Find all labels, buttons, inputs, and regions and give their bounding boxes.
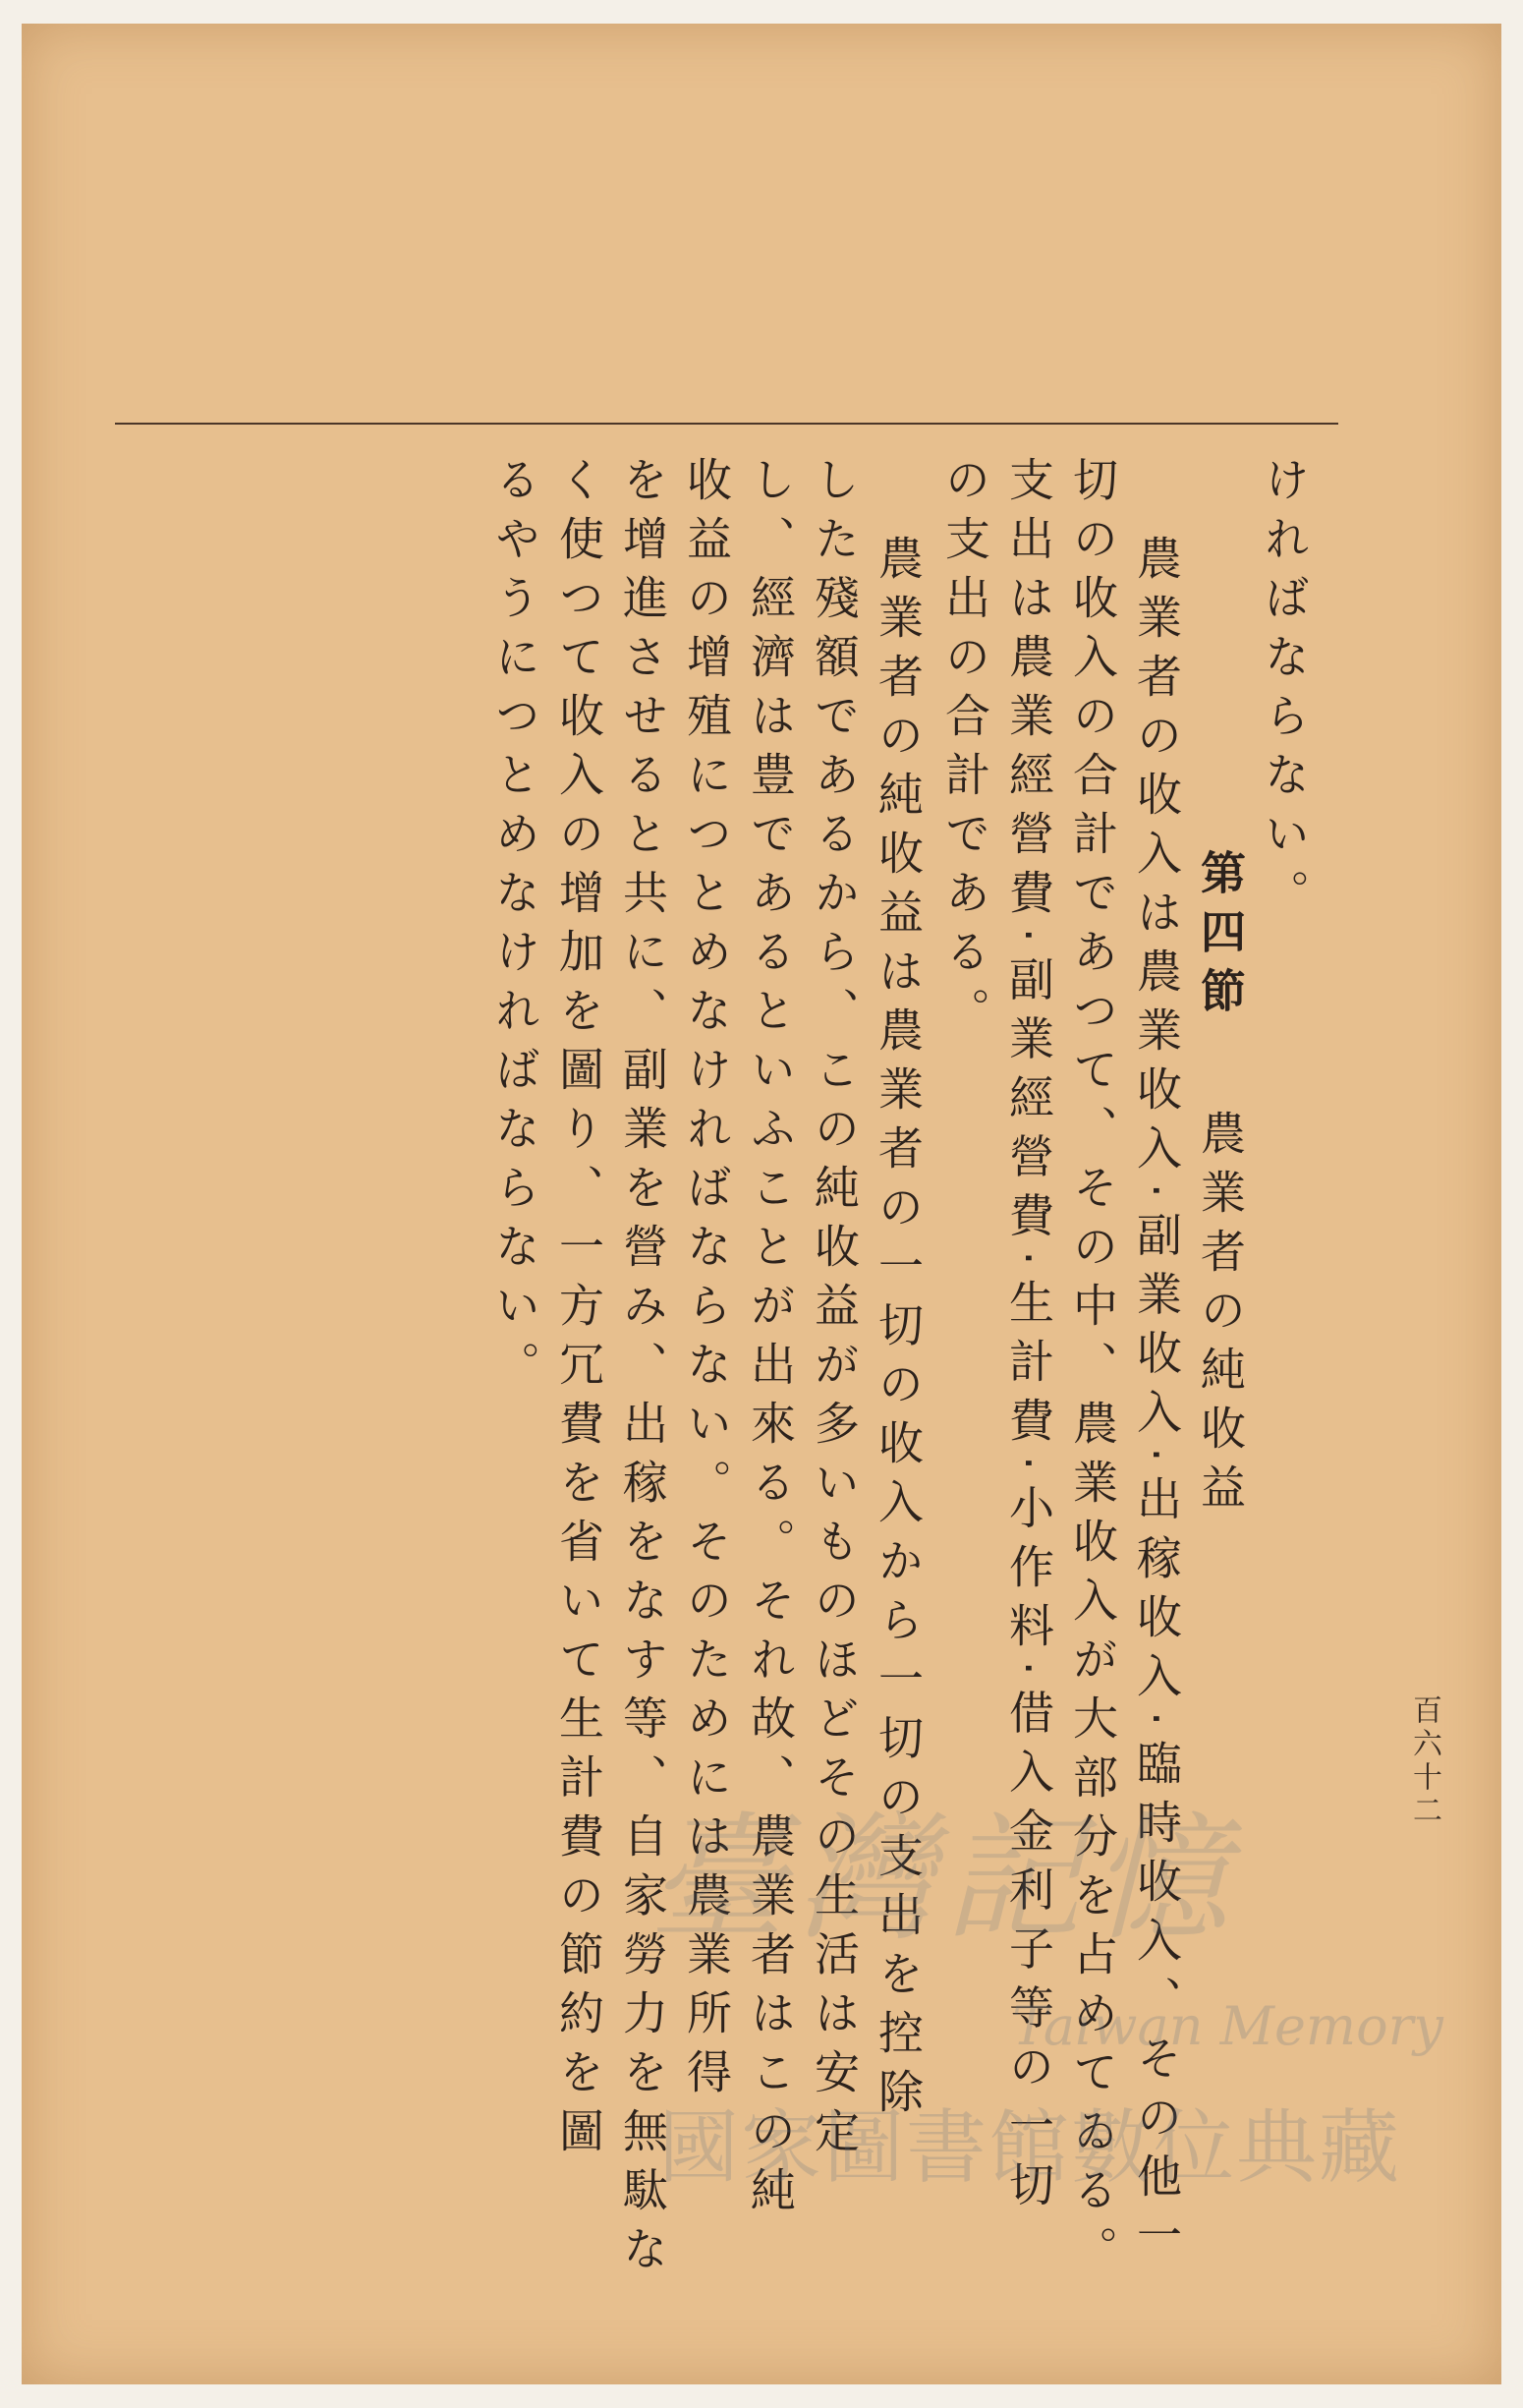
text-column-3: 切の收入の合計であつて、その中、農業收入が大部分を占めてゐる。: [1066, 456, 1119, 2284]
watermark-subtitle: 國家圖書館數位典藏: [658, 2101, 1402, 2195]
text-column-6: 農業者の純收益は農業者の一切の收入から一切の支出を控除: [872, 535, 925, 2127]
text-column-9: 收益の增殖につとめなければならない。そのためには農業所得: [680, 456, 733, 2107]
text-column-10: を增進させると共に、副業を營み、出稼をなす等、自家勞力を無駄な: [616, 456, 669, 2284]
text-column-5: の支出の合計である。: [938, 456, 991, 1046]
book-page: [22, 24, 1501, 2384]
section-number: 第四節: [1194, 849, 1247, 1026]
text-column-2: 農業者の收入は農業收入·副業收入·出稼收入·臨時收入、その他一: [1130, 535, 1183, 2270]
page-number: 百六十二: [1407, 1694, 1441, 1828]
watermark-english: Taiwan Memory: [1012, 1995, 1443, 2057]
text-column-11: く使つて收入の增加を圖り、一方冗費を省いて生計費の節約を圖: [552, 456, 605, 2166]
text-column-8: し、經濟は豊であるといふことが出來る。それ故、農業者はこの純: [744, 456, 797, 2225]
text-column-4: 支出は農業經營費·副業經營費·生計費·小作料·借入金利子等の一切: [1002, 456, 1055, 2220]
text-column-7: した殘額であるから、この純收益が多いものほどその生活は安定: [808, 456, 861, 2166]
text-column-12: るやうにつとめなければならない。: [488, 456, 541, 1400]
text-column-1: ければならない。: [1258, 456, 1311, 928]
section-title: 農業者の純收益: [1194, 1110, 1247, 1522]
header-rule: [115, 423, 1338, 425]
